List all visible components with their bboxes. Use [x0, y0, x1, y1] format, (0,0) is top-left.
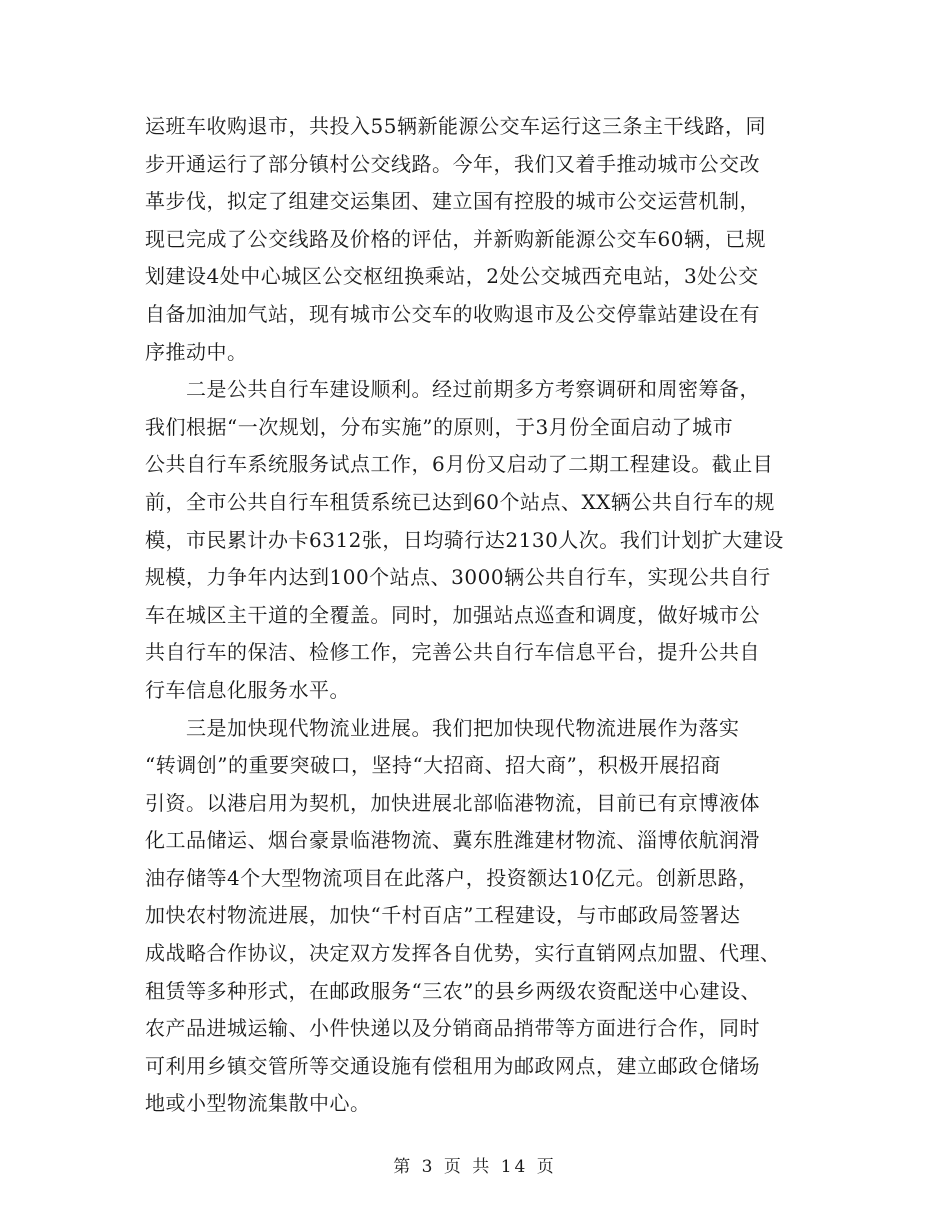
- text-line: 加快农村物流进展，加快“千村百店”工程建设，与市邮政局签署达: [145, 903, 741, 928]
- text-line: 地或小型物流集散中心。: [145, 1091, 371, 1116]
- text-line: 序推动中。: [145, 339, 248, 364]
- text-line: 引资。以港启用为契机，加快进展北部临港物流，目前已有京博液体: [145, 790, 760, 815]
- text-line: 自备加油加气站，现有城市公交车的收购退市及公交停靠站建设在有: [145, 301, 760, 326]
- paragraph-logistics: [145, 710, 810, 1124]
- text-line: 公共自行车系统服务试点工作，6月份又启动了二期工程建设。截止目: [145, 452, 774, 477]
- text-line: 化工品储运、烟台豪景临港物流、冀东胜潍建材物流、淄博依航润滑: [145, 828, 760, 853]
- text-line: 三是加快现代物流业进展。我们把加快现代物流进展作为落实: [145, 715, 740, 740]
- text-line: 租赁等多种形式，在邮政服务“三农”的县乡两级农资配送中心建设、: [145, 978, 761, 1003]
- text-line: 规模，力争年内达到100个站点、3000辆公共自行车，实现公共自行: [145, 565, 771, 590]
- text-line: 步开通运行了部分镇村公交线路。今年，我们又着手推动城市公交改: [145, 151, 760, 176]
- text-line: 革步伐，拟定了组建交运集团、建立国有控股的城市公交运营机制，: [145, 189, 760, 214]
- text-line: 行车信息化服务水平。: [145, 677, 350, 702]
- page-number-footer: 第 3 页 共 14 页: [393, 1157, 557, 1177]
- text-line: 车在城区主干道的全覆盖。同时，加强站点巡查和调度，做好城市公: [145, 602, 760, 627]
- text-line: 油存储等4个大型物流项目在此落户，投资额达10亿元。创新思路，: [145, 865, 759, 890]
- text-line: 可利用乡镇交管所等交通设施有偿租用为邮政网点，建立邮政仓储场: [145, 1053, 760, 1078]
- text-line: 运班车收购退市，共投入55辆新能源公交车运行这三条主干线路，同: [145, 114, 766, 138]
- text-line: 模，市民累计办卡6312张，日均骑行达2130人次。我们计划扩大建设: [145, 527, 784, 552]
- document-body: [145, 108, 810, 1123]
- text-line: 现已完成了公交线路及价格的评估，并新购新能源公交车60辆，已规: [145, 226, 766, 251]
- text-line: 划建设4处中心城区公交枢纽换乘站，2处公交城西充电站，3处公交: [145, 264, 759, 289]
- text-line: 农产品进城运输、小件快递以及分销商品捎带等方面进行合作，同时: [145, 1016, 760, 1041]
- paragraph-public-bus: [145, 108, 810, 371]
- paragraph-public-bicycle: [145, 371, 810, 709]
- text-line: 我们根据“一次规划，分布实施”的原则，于3月份全面启动了城市: [145, 414, 734, 439]
- text-line: 共自行车的保洁、检修工作，完善公共自行车信息平台，提升公共自: [145, 640, 760, 665]
- text-line: 二是公共自行车建设顺利。经过前期多方考察调研和周密筹备，: [145, 377, 760, 402]
- text-line: “转调创”的重要突破口，坚持“大招商、招大商”，积极开展招商: [145, 753, 721, 778]
- text-line: 前，全市公共自行车租赁系统已达到60个站点、XX辆公共自行车的规: [145, 489, 775, 514]
- text-line: 成战略合作协议，决定双方发挥各自优势，实行直销网点加盟、代理、: [145, 941, 781, 966]
